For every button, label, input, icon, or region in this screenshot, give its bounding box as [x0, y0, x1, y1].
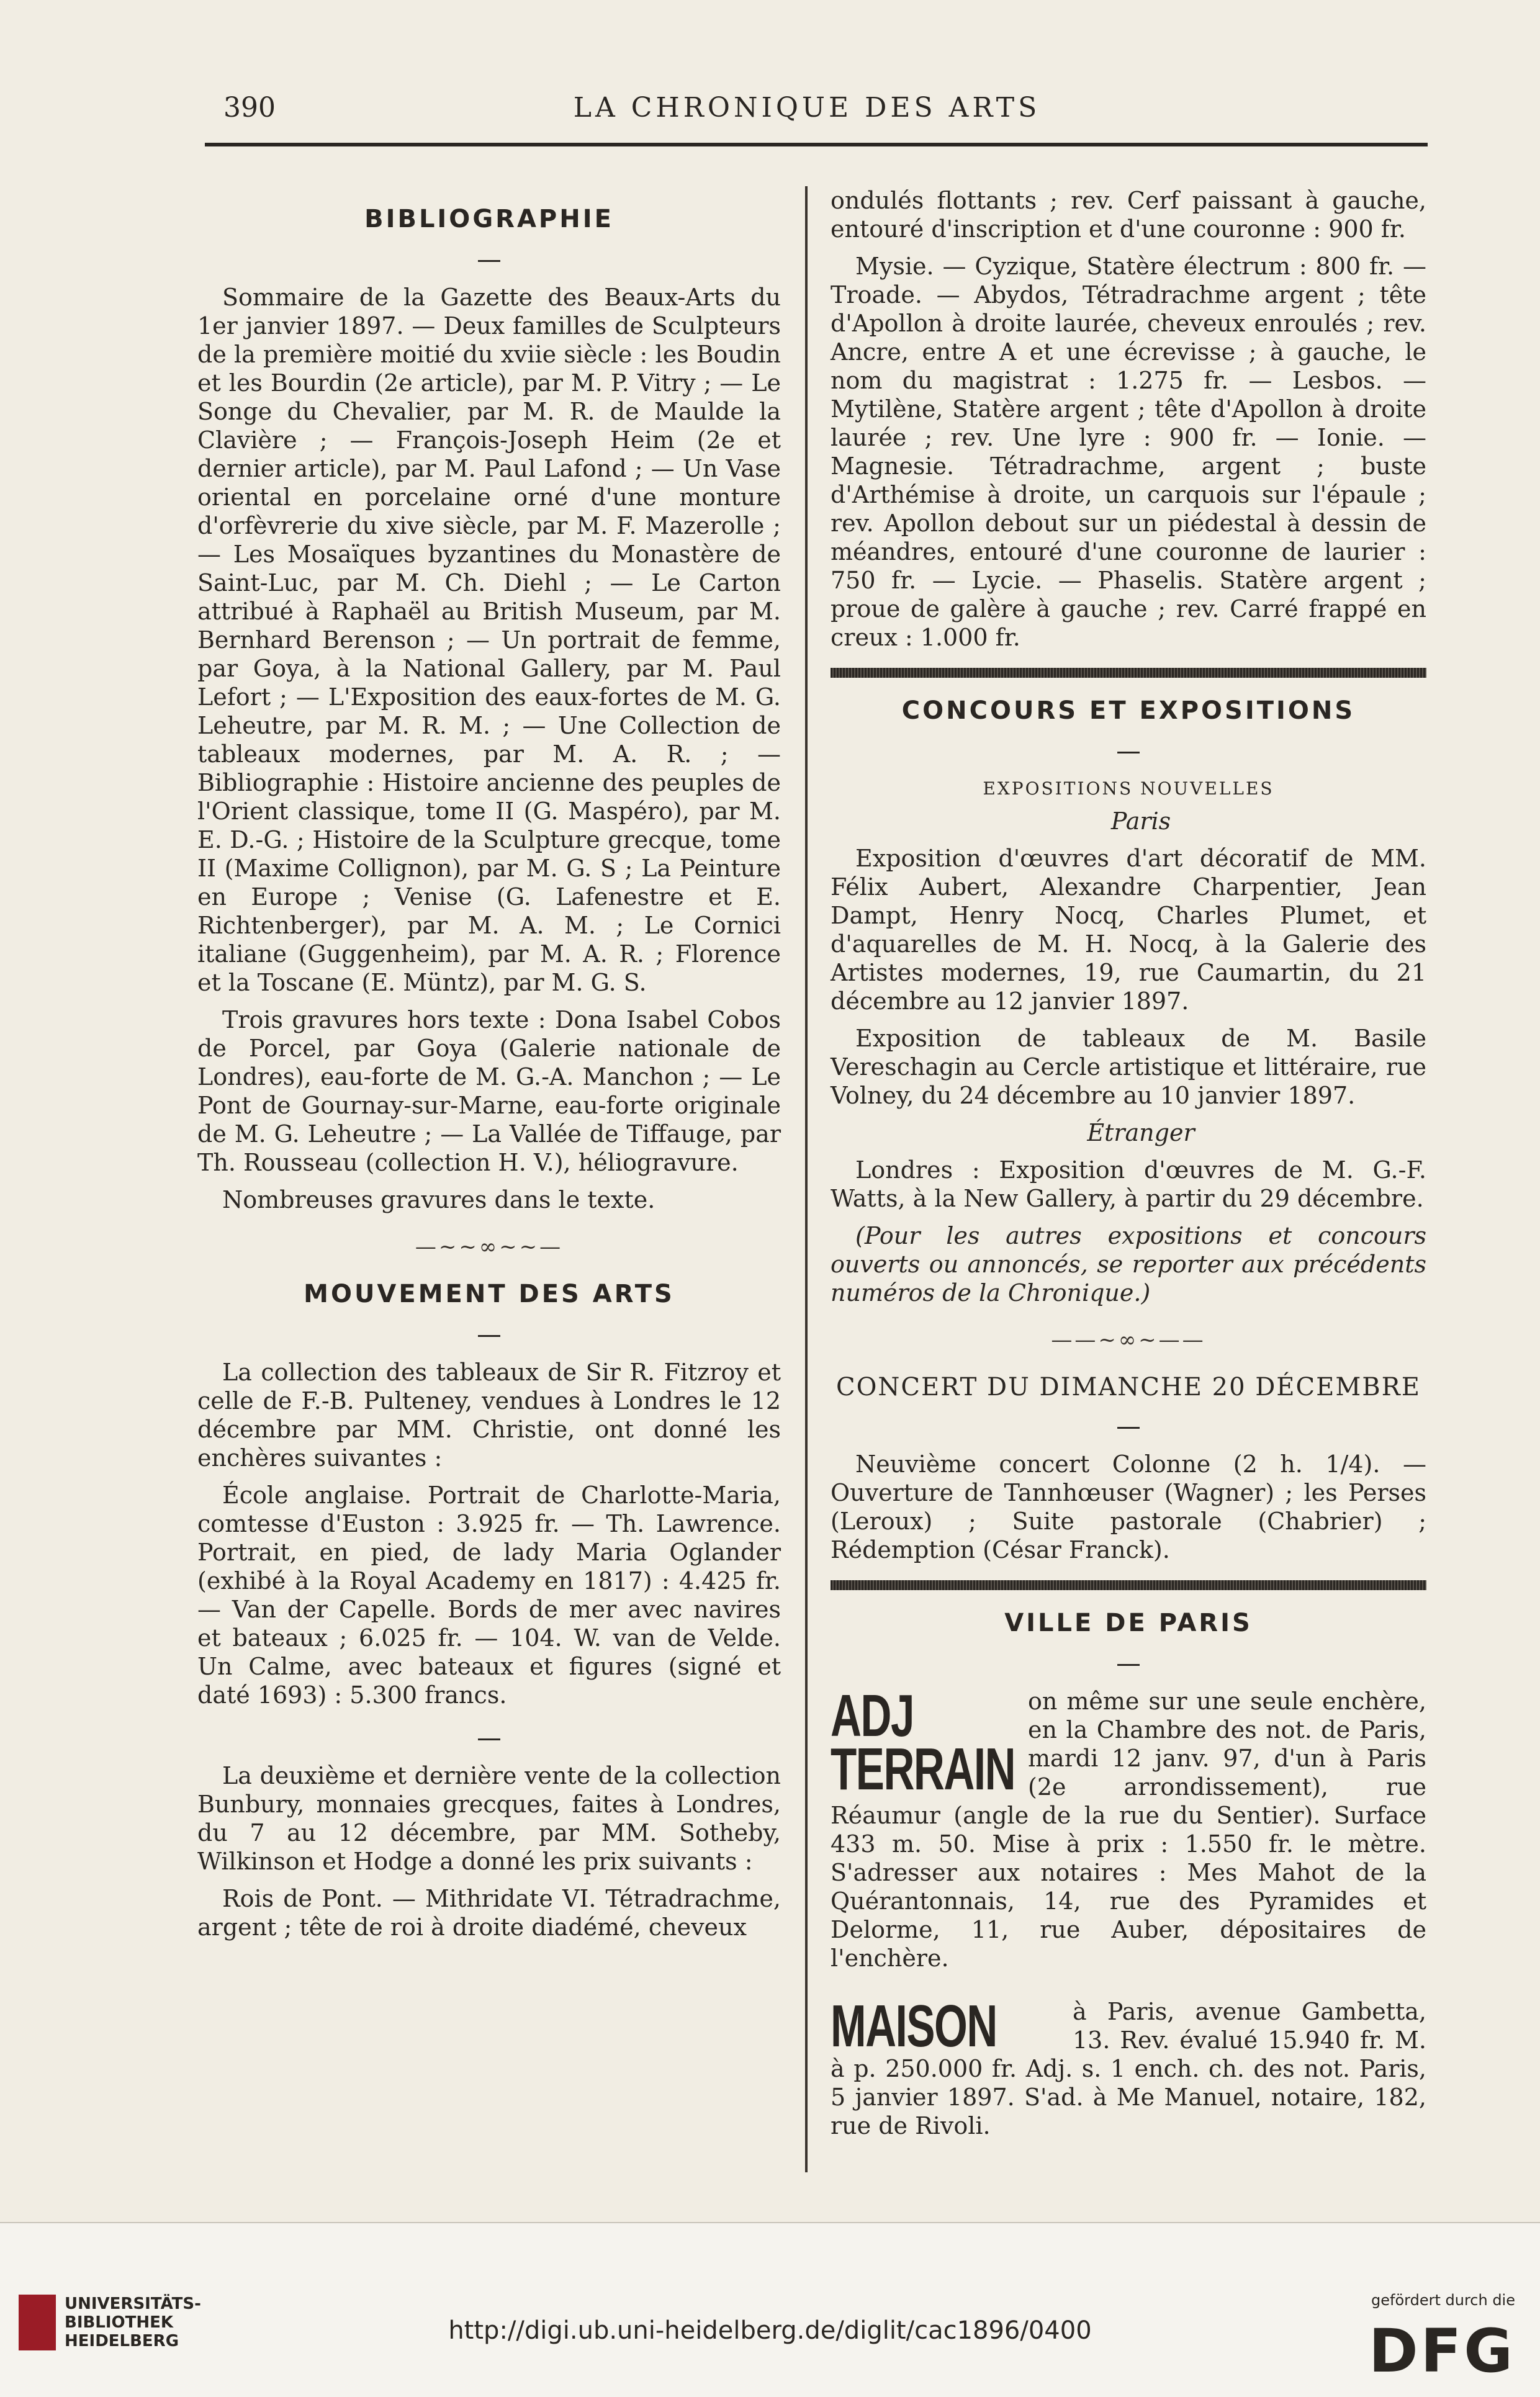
- page-header: [186, 92, 1428, 129]
- section-title-concours: CONCOURS ET EXPOSITIONS: [901, 696, 1356, 725]
- thick-rule: [831, 668, 1426, 678]
- digitization-footer: [0, 2222, 1540, 2397]
- section-title-mouvement: MOUVEMENT DES ARTS: [304, 1280, 675, 1308]
- running-title: LA CHRONIQUE DES ARTS: [573, 92, 1041, 124]
- section-title-ville: VILLE DE PARIS: [1004, 1609, 1253, 1637]
- library-name: UNIVERSITÄTS- BIBLIOTHEK HEIDELBERG: [65, 2295, 201, 2350]
- expo-note: (Pour les autres expositions et concours ouverts ou annoncés, se reporter aux précédents numéros de la Chronique.): [831, 1222, 1426, 1306]
- left-column: [197, 186, 781, 1950]
- expo-paragraph: Exposition de tableaux de M. Basile Vereschagin au Cercle artistique et littéraire, rue Volney, du 24 décembre au 10 janvier 1897.: [831, 1025, 1426, 1109]
- expo-paragraph: Exposition d'œuvres d'art décoratif de MM. Félix Aubert, Alexandre Charpentier, Jean Dampt, Henry Nocq, Charles Plumet, et d'aquarelles de M. H. Nocq, à la Galerie des Artistes modernes, 19, rue Caumartin, du 21 décembre au 12 janvier 1897.: [831, 845, 1426, 1015]
- mouv-paragraph: La collection des tableaux de Sir R. Fitzroy et celle de F.-B. Pulteney, vendues à Londres le 12 décembre par MM. Christie, ont donné les enchères suivantes :: [197, 1359, 781, 1472]
- section-dash: [831, 731, 1426, 760]
- subsection-title: EXPOSITIONS NOUVELLES: [983, 778, 1274, 799]
- ad-keyword: ADJ TERRAIN: [831, 1687, 1015, 1802]
- column-divider: [805, 186, 808, 2172]
- header-rule: [205, 143, 1428, 146]
- ornament-divider: —~~∞~~—: [415, 1234, 564, 1259]
- section-title-bibliographie: BIBLIOGRAPHIE: [364, 205, 614, 233]
- section-dash: [197, 1315, 781, 1343]
- concert-paragraph: Neuvième concert Colonne (2 h. 1/4). — Ouverture de Tannhœuser (Wagner) ; les Perses (Leroux) ; Suite pastorale (Chabrier) ; Rédemption (César Franck).: [831, 1450, 1426, 1563]
- section-dash: [831, 1406, 1426, 1435]
- section-title-concert: CONCERT DU DIMANCHE 20 DÉCEMBRE: [836, 1373, 1421, 1401]
- section-dash: [831, 1644, 1426, 1672]
- advertisement-maison: [831, 1997, 1426, 2140]
- section-dash: [197, 240, 781, 268]
- mouv-paragraph: Rois de Pont. — Mithridate VI. Tétradrachme, argent ; tête de roi à droite diadémé, cheveux: [197, 1885, 781, 1941]
- coins-paragraph: Mysie. — Cyzique, Statère électrum : 800 fr. — Troade. — Abydos, Tétradrachme argent ; tête d'Apollon à droite laurée, cheveux enroulés ; rev. Ancre, entre A et une écrevisse ; à gauche, le nom du magistrat : 1.275 fr. — Lesbos. — Mytilène, Statère argent ; tête d'Apollon à droite laurée ; rev. Une lyre : 900 fr. — Ionie. — Magnesie. Tétradrachme, argent ; buste d'Arthémise à droite, un carquois sur l'épaule ; rev. Apollon debout sur un piédestal à dessin de méandres, entouré d'une couronne de laurier : 750 fr. — Lycie. — Phaselis. Statère argent ; proue de galère à gauche ; rev. Carré frappé en creux : 1.000 fr.: [831, 253, 1426, 651]
- ad-text: à Paris, avenue Gambetta, 13. Rev. évalué 15.940 fr. M. à p. 250.000 fr. Adj. s. 1 ench. ch. des not. Paris, 5 janvier 1897. S'ad. à Me Manuel, notaire, 182, rue de Rivoli.: [831, 1998, 1426, 2139]
- mouv-paragraph: École anglaise. Portrait de Charlotte-Maria, comtesse d'Euston : 3.925 fr. — Th. Lawrence. Portrait, en pied, de lady Maria Oglander (exhibé à la Royal Academy en 1817) : 4.425 fr. — Van der Capelle. Bords de mer avec navires et bateaux ; 6.025 fr. — 104. W. van de Velde. Un Calme, avec bateaux et figures (signé et daté 1693) : 5.300 francs.: [197, 1482, 781, 1709]
- ad-text: on même sur une seule enchère, en la Chambre des not. de Paris, mardi 12 janv. 97, d'un à Paris (2e arrondissement), rue Réaumur (angle de la rue du Sentier). Surface 433 m. 50. Mise à prix : 1.550 fr. le mètre. S'adresser aux notaires : Mes Mahot de la Quérantonnais, 14, rue des Pyramides et Delorme, 11, rue Auber, dépositaires de l'enchère.: [831, 1688, 1426, 1972]
- city-heading: Paris: [1110, 807, 1171, 835]
- ornament-divider: ——~∞~——: [1051, 1328, 1206, 1352]
- advertisement-terrain: [831, 1687, 1426, 1972]
- biblio-paragraph: Sommaire de la Gazette des Beaux-Arts du 1er janvier 1897. — Deux familles de Sculpteurs de la première moitié du xviie siècle : les Boudin et les Bourdin (2e article), par M. P. Vitry ; — Le Songe du Chevalier, par M. R. de Maulde la Clavière ; — François-Joseph Heim (2e et dernier article), par M. Paul Lafond ; — Un Vase oriental en porcelaine orné d'une monture d'orfèvrerie du xive siècle, par M. F. Mazerolle ; — Les Mosaïques byzantines du Monastère de Saint-Luc, par M. Ch. Diehl ; — Le Carton attribué à Raphaël au British Museum, par M. Bernhard Berenson ; — Un portrait de femme, par Goya, à la National Gallery, par M. Paul Lefort ; — L'Exposition des eaux-fortes de M. G. Leheutre, par M. R. M. ; — Une Collection de tableaux modernes, par M. A. R. ; — Bibliographie : Histoire ancienne des peuples de l'Orient classique, tome II (G. Maspéro), par M. E. D.-G. ; Histoire de la Sculpture grecque, tome II (Maxime Collignon), par M. G. S ; La Peinture en Europe ; Venise (G. Lafenestre et E. Richtenberger), par M. A. M. ; Le Cornici italiane (Guggenheim), par M. A. R. ; Florence et la Toscane (E. Müntz), par M. G. S.: [197, 284, 781, 996]
- permalink-url[interactable]: http://digi.ub.uni-heidelberg.de/diglit/cac1896/0400: [448, 2316, 1092, 2345]
- thick-rule: [831, 1580, 1426, 1590]
- mouv-paragraph: La deuxième et dernière vente de la collection Bunbury, monnaies grecques, faites à Londres, du 7 au 12 décembre, par MM. Sotheby, Wilkinson et Hodge a donné les prix suivants :: [197, 1762, 781, 1875]
- biblio-paragraph: Trois gravures hors texte : Dona Isabel Cobos de Porcel, par Goya (Galerie nationale de Londres), eau-forte de M. G.-A. Manchon ; — Le Pont de Gournay-sur-Marne, eau-forte originale de M. G. Leheutre ; — La Vallée de Tiffauge, par Th. Rousseau (collection H. V.), héliogravure.: [197, 1006, 781, 1176]
- dfg-logo: DFG: [1368, 2316, 1515, 2386]
- section-dash: [197, 1718, 781, 1747]
- funding-note: gefördert durch die: [1371, 2291, 1515, 2309]
- city-heading: Étranger: [1087, 1119, 1195, 1146]
- ad-keyword: MAISON: [831, 1997, 997, 2059]
- biblio-paragraph: Nombreuses gravures dans le texte.: [222, 1186, 655, 1213]
- expo-paragraph: Londres : Exposition d'œuvres de M. G.-F. Watts, à la New Gallery, à partir du 29 décembre.: [831, 1156, 1426, 1212]
- continued-paragraph: ondulés flottants ; rev. Cerf paissant à gauche, entouré d'inscription et d'une couronne : 900 fr.: [831, 187, 1426, 243]
- page-number: 390: [223, 92, 276, 124]
- right-column: [831, 186, 1426, 2140]
